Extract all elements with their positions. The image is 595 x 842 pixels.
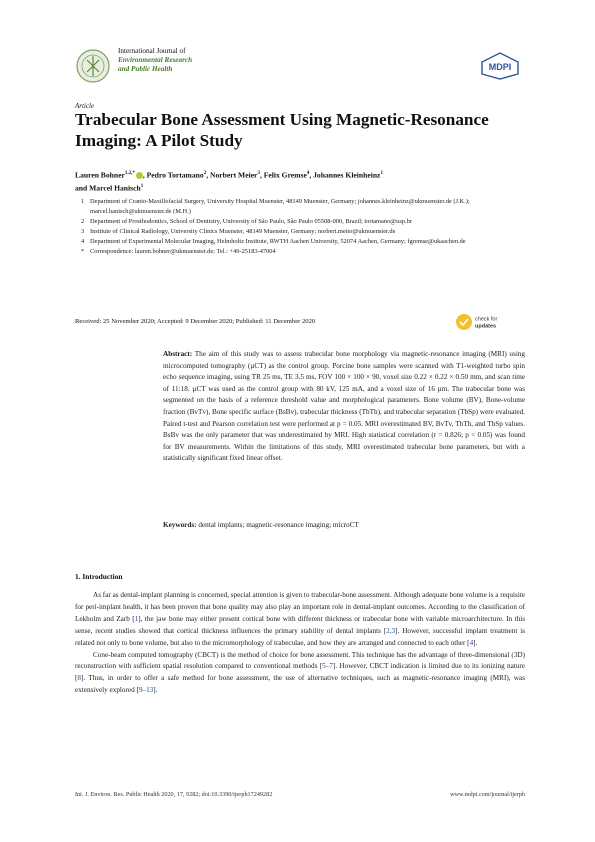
affiliation-text: Department of Cranio-Maxillofacial Surgery, University Hospital Muenster, 48149 Muenster, Germany; johannes.kleinheinz@ukmuenster.de (J.K.); marcel.hanisch@ukmuenster.de (M.H.) (90, 198, 470, 215)
affiliation-item (75, 227, 525, 237)
citation-link[interactable]: 4 (469, 638, 474, 647)
author-sup: 4 (306, 171, 310, 176)
mdpi-logo-text: MDPI (488, 62, 512, 72)
article-type: Article (75, 102, 95, 110)
journal-name-line1: International Journal of (118, 47, 186, 55)
journal-name-line3: and Public Health (118, 65, 173, 73)
footer-journal-url[interactable]: www.mdpi.com/journal/ijerph (450, 791, 525, 798)
correspondence-item (75, 247, 525, 257)
journal-name-line2: Environmental Research (118, 56, 193, 64)
citation-link[interactable]: 9–13 (138, 686, 154, 695)
paragraph (75, 650, 525, 698)
text-run: ]. (153, 686, 158, 695)
author-sup: 1 (140, 183, 144, 189)
abstract-label: Abstract: (163, 350, 193, 358)
author-sup: 1,2,* (124, 171, 135, 176)
abstract-text: The aim of this study was to assess trabecular bone morphology via magnetic-resonance imaging (MRI) using microcomputed tomography (µCT) as the control group. Porcine bone samples were scanned with T1-weighted turbo spin echo sequence imaging, using TR 25 ms, TE 3.5 ms, FOV 100 × 100 × 90, voxel size 0.22 × 0.22 × 0.50 mm, and scan time of 11:18. µCT was used as the control group with 80 kV, 125 mA, and a voxel size of 16 µm. The trabecular bone was segmented on the basis of a reference threshold value and morphological parameters. Bone volume (BV), Bone-volume fraction (BvTv), Bone specific surface (BsBv), trabecular thickness (TbTh), and trabecular separation (TbSp) were evaluated. Paired t-test and Pearson correlation test were performed at p = 0.05. MRI overestimated BV, BvTv, TbTh, and TbSp values. BsBv was the only parameter that was underestimated by MRI. High statistical correlation (r = 0.826; p < 0.05) was found for BV measurements. Within the limitations of this study, MRI overestimated trabecular bone parameters, but with a statistically significant fixed linear offset. (163, 350, 525, 463)
author-sup: 3 (257, 171, 260, 176)
affiliation-number: 2 (81, 217, 85, 225)
section-heading: 1. Introduction (75, 572, 123, 581)
mdpi-logo (480, 52, 520, 80)
author-sup: 2 (203, 171, 207, 176)
author-name: , Johannes Kleinheinz (309, 170, 381, 180)
affiliation-number: 4 (81, 238, 85, 246)
text-run: Cone-beam computed tomography (CBCT) is the method of choice for bone assessment. This technique has the advantage of three-dimensional (3D) reconstruction with sufficient spatial resolution compared to conventional methods [ (75, 650, 525, 671)
journal-logo (75, 48, 111, 84)
text-run: As far as dental-implant planning is concerned, special attention is given to trabecular-bone assessment. Although adequate bone volume is a requisite for peri-implant health, it has been proven that bone quality may also play an important role in dental-implant outcomes. According to the classification of Lekholm and Zarb [ (75, 591, 525, 623)
introduction-body (75, 590, 525, 697)
citation-link[interactable]: 5–7 (322, 662, 333, 671)
affiliation-item (75, 237, 525, 247)
paragraph (75, 590, 525, 650)
keywords (163, 521, 525, 529)
affiliation-item (75, 197, 525, 216)
author-list (75, 168, 525, 193)
footer-citation: Int. J. Environ. Res. Public Health 2020, 17, 9282; doi:10.3390/ijerph17249282 (75, 791, 273, 798)
affiliation-text: Department of Experimental Molecular Imaging, Helmholtz Institute, RWTH Aachen University, 52074 Aachen, Germany; fgremse@ukaachen.de (90, 238, 466, 246)
affiliation-number: 1 (81, 198, 85, 205)
keywords-label: Keywords: (163, 521, 197, 529)
paper-title: Trabecular Bone Assessment Using Magnetic-Resonance Imaging: A Pilot Study (75, 110, 489, 150)
affiliation-text: Department of Prosthodontics, School of Dentistry, University of São Paulo, São Paulo 05508-000, Brazil; tortamano@usp.br (90, 217, 412, 225)
text-run: ]. However, successful implant treatment is related not only to bone volume, but also to the micromorphology of trabeculae, and how they are arranged and connected to each other [ (75, 626, 525, 647)
correspondence-text: Correspondence: lauren.bohner@ukmuenster.de; Tel.: +49-25183-47004 (90, 248, 276, 256)
author-name: and Marcel Hanisch (75, 183, 141, 193)
author-name: Lauren Bohner (75, 170, 125, 180)
citation-link[interactable]: 8 (77, 674, 81, 683)
check-for-updates-badge[interactable] (455, 312, 525, 332)
publication-dates: Received: 25 November 2020; Accepted: 9 December 2020; Published: 11 December 2020 (75, 318, 316, 325)
author-name: , Felix Gremse (259, 170, 307, 180)
text-run: ]. Thus, in order to offer a safe method for bone assessment, the use of alternative techniques, such as magnetic-resonance imaging (MRI), was extensively explored [ (75, 674, 525, 695)
text-run: ], the jaw bone may either present cortical bone with different thickness or trabecular bone with variable microarchitecture. In this sense, recent studies showed that cortical thickness influences the primary stability of dental implants [ (75, 614, 525, 635)
affiliation-item (75, 217, 525, 227)
text-run: ]. However, CBCT indication is limited due to its ionizing nature [ (75, 662, 525, 683)
check-updates-line1: check for (475, 316, 498, 323)
text-run: ]. (473, 638, 478, 647)
abstract (163, 349, 525, 465)
citation-link[interactable]: 2,3 (386, 626, 396, 635)
check-updates-line2: updates (475, 323, 497, 330)
author-sup: 1 (380, 171, 383, 176)
affiliation-number: * (81, 248, 85, 256)
keywords-text: dental implants; magnetic-resonance imaging; microCT (198, 521, 359, 529)
journal-name (118, 47, 192, 74)
author-name: , Norbert Meier (206, 170, 258, 180)
author-name: , Pedro Tortamano (142, 170, 204, 180)
affiliations (75, 197, 525, 258)
citation-link[interactable]: 1 (134, 614, 139, 623)
affiliation-number: 3 (81, 227, 85, 235)
orcid-icon[interactable] (136, 172, 143, 179)
affiliation-text: Institute of Clinical Radiology, University Clinics Muenster, 48149 Muenster, Germany; norbert.meier@ukmuenster.de (90, 227, 396, 235)
